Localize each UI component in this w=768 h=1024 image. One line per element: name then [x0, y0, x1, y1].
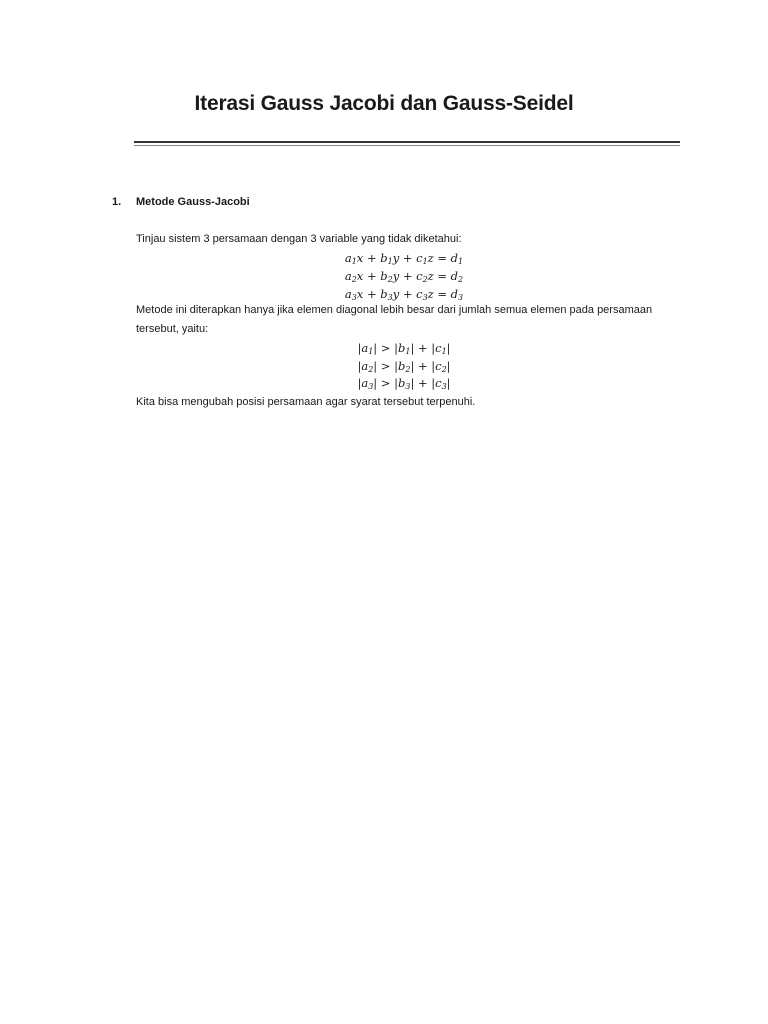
equation-3: $a_3x + b_3y + c_3z = d_3$ [344, 287, 464, 302]
inequality-1: $|a_1| > |b_1| + |c_1|$ [357, 341, 451, 356]
title-divider-secondary [134, 145, 680, 146]
title-divider [134, 141, 680, 143]
condition-paragraph: Metode ini diterapkan hanya jika elemen diagonal lebih besar dari jumlah semua elemen pada persamaan tersebut, yaitu: [136, 304, 653, 335]
equation-1: $a_1x + b_1y + c_1z = d_1$ [344, 251, 464, 266]
section-title: Metode Gauss-Jacobi [136, 196, 250, 208]
document-title: Iterasi Gauss Jacobi dan Gauss-Seidel [194, 92, 574, 115]
equation-2: $a_2x + b_2y + c_2z = d_2$ [344, 269, 464, 284]
inequality-3: $|a_3| > |b_3| + |c_3|$ [357, 376, 451, 391]
section-heading [112, 196, 250, 208]
intro-paragraph: Tinjau sistem 3 persamaan dengan 3 variable yang tidak diketahui: [136, 233, 462, 245]
closing-paragraph: Kita bisa mengubah posisi persamaan agar syarat tersebut terpenuhi. [136, 396, 476, 408]
inequality-2: $|a_2| > |b_2| + |c_2|$ [357, 359, 451, 374]
section-number: 1. [112, 196, 122, 208]
